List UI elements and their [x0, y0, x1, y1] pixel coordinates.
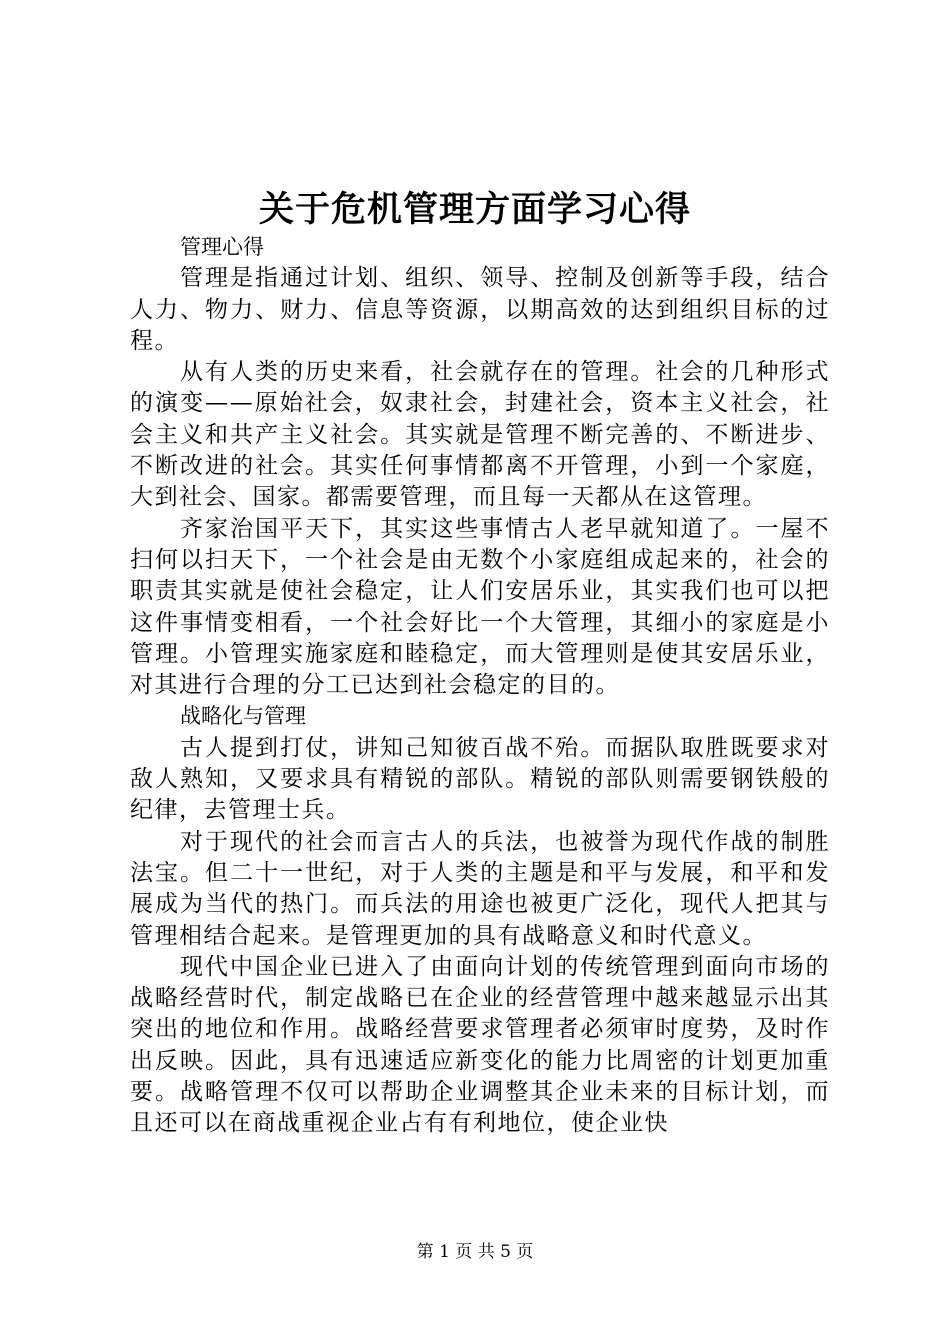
section-heading-strategy: 战略化与管理 — [180, 704, 306, 729]
paragraph-5: 对于现代的社会而言古人的兵法，也被誉为现代作战的制胜法宝。但二十一世纪，对于人类的主题是和平与发展，和平和发展成为当代的热门。而兵法的用途也被更广泛化，现代人把其与管理相结合起来。是管理更加的具有战略意义和时代意义。 — [130, 828, 830, 949]
document-title: 关于危机管理方面学习心得 — [258, 189, 691, 230]
paragraph-6: 现代中国企业已进入了由面向计划的传统管理到面向市场的战略经营时代，制定战略已在企业的经营管理中越来越显示出其突出的地位和作用。战略经营要求管理者必须审时度势，及时作出反映。因此，具有迅速适应新变化的能力比周密的计划更加重要。战略管理不仅可以帮助企业调整其企业未来的目标计划，而且还可以在商战重视企业占有有利地位，使企业快 — [130, 953, 830, 1137]
section-heading-management: 管理心得 — [180, 235, 264, 259]
paragraph-2: 从有人类的历史来看，社会就存在的管理。社会的几种形式的演变——原始社会，奴隶社会，封建社会，资本主义社会，社会主义和共产主义社会。其实就是管理不断完善的、不断进步、不断改进的社会。其实任何事情都离不开管理，小到一个家庭，大到社会、国家。都需要管理，而且每一天都从在这管理。 — [130, 359, 830, 511]
paragraph-3: 齐家治国平天下，其实这些事情古人老早就知道了。一屋不扫何以扫天下，一个社会是由无数个小家庭组成起来的，社会的职责其实就是使社会稳定，让人们安居乐业，其实我们也可以把这件事情变相看，一个社会好比一个大管理，其细小的家庭是小管理。小管理实施家庭和睦稳定，而大管理则是使其安居乐业，对其进行合理的分工已达到社会稳定的目的。 — [130, 515, 830, 699]
page-number-footer: 第 1 页 共 5 页 — [416, 1242, 534, 1262]
paragraph-4: 古人提到打仗，讲知己知彼百战不殆。而据队取胜既要求对敌人熟知，又要求具有精锐的部队。精锐的部队则需要钢铁般的纪律，去管理士兵。 — [130, 734, 830, 824]
paragraph-1: 管理是指通过计划、组织、领导、控制及创新等手段，结合人力、物力、财力、信息等资源，以期高效的达到组织目标的过程。 — [130, 265, 830, 354]
document-body — [130, 232, 830, 1140]
